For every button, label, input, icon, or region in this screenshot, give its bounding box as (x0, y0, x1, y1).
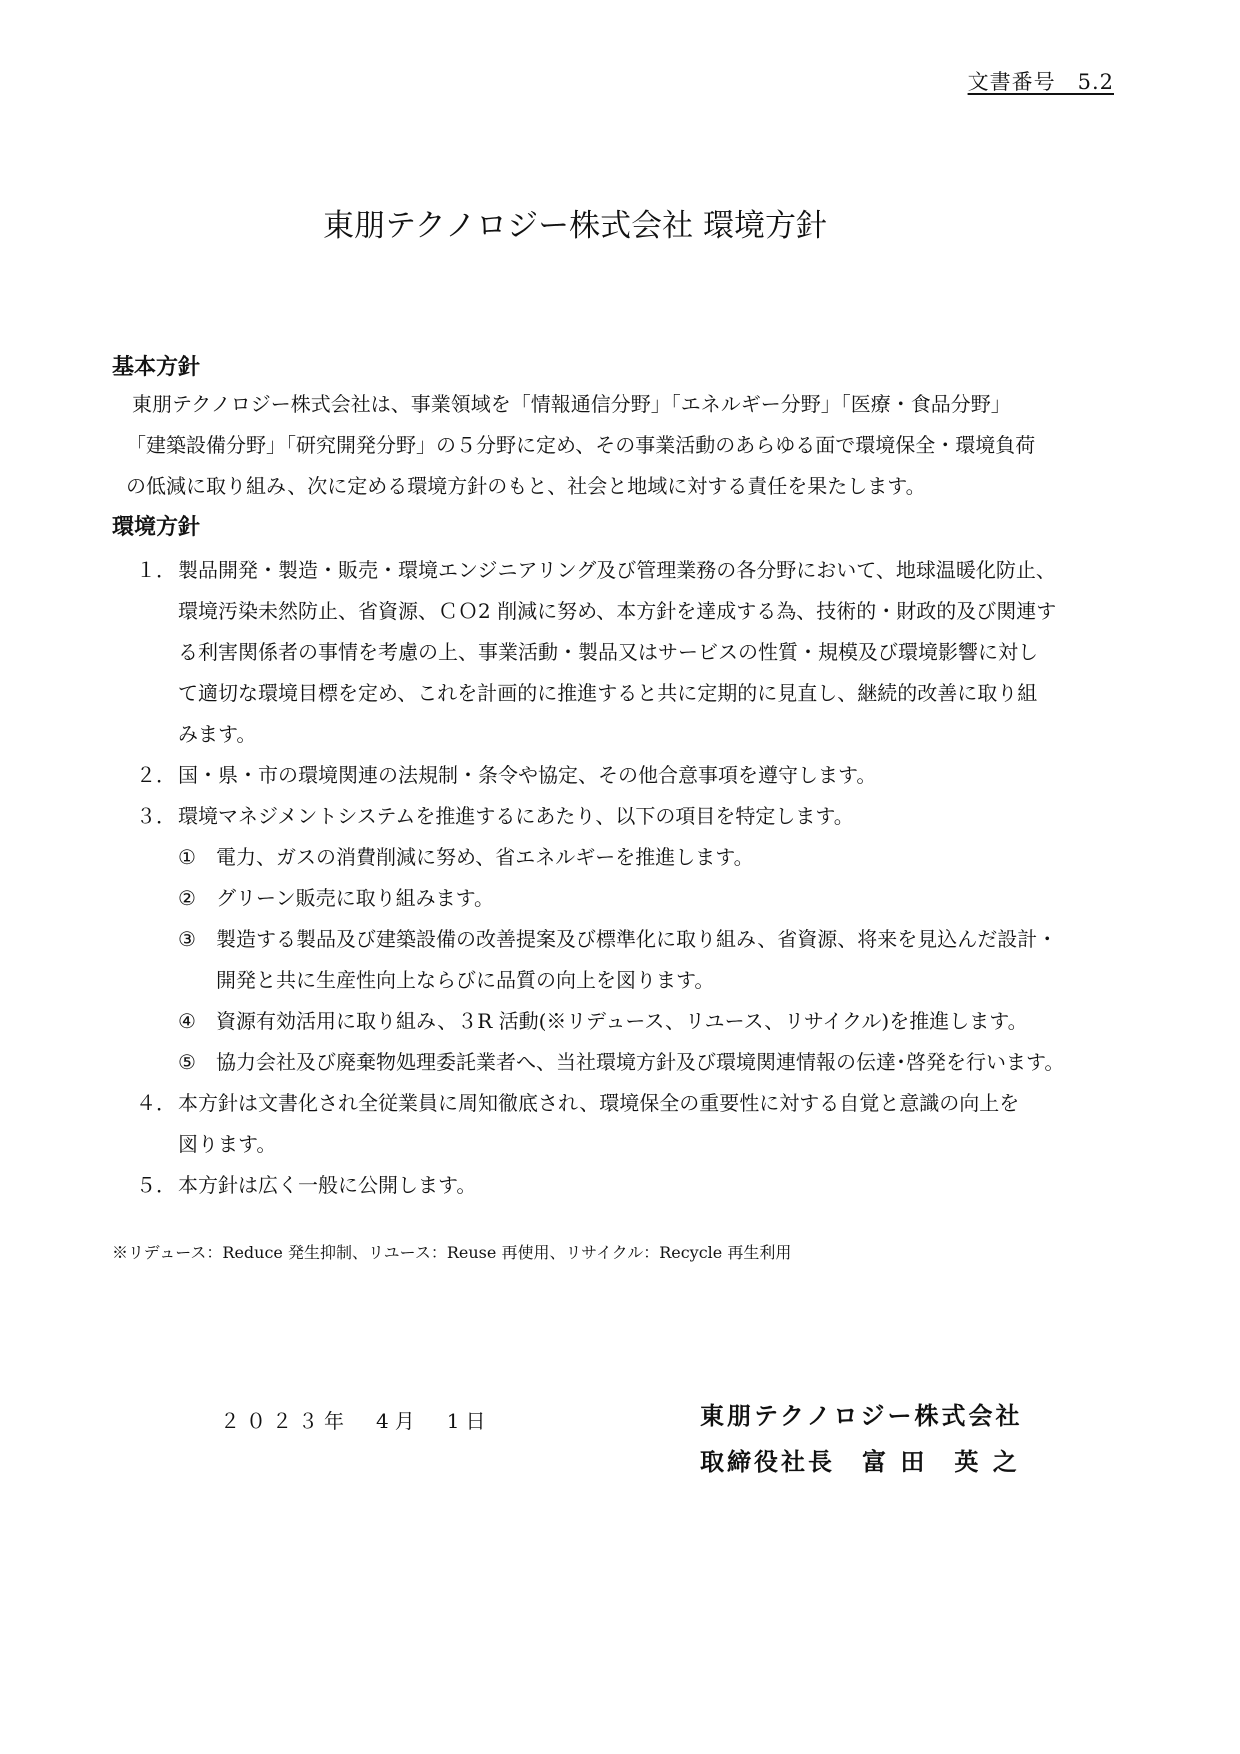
sub-item-2 (178, 878, 1136, 919)
policy-sub-list (178, 837, 1136, 1083)
issue-date: ２０２３年 4月 1日 (220, 1409, 492, 1433)
policy-line: て適切な環境目標を定め、これを計画的に推進すると共に定期的に見直し、継続的改善に取り組 (178, 681, 1038, 705)
policy-number: ４． (136, 1091, 176, 1115)
signature-company: 東朋テクノロジー株式会社 (700, 1402, 1023, 1430)
sub-item-number: ④ (178, 1009, 196, 1033)
sub-item-4 (178, 1001, 1136, 1042)
sub-item-line: 資源有効活用に取り組み、３R 活動(※リデュース、リユース、リサイクル)を推進します。 (216, 1009, 1028, 1033)
sub-item-1 (178, 837, 1136, 878)
policy-item-5 (136, 1165, 1136, 1206)
policy-item-1 (136, 550, 1136, 755)
sub-item-line: 電力、ガスの消費削減に努め、省エネルギーを推進します。 (216, 845, 754, 869)
policy-line: 製品開発・製造・販売・環境エンジニアリング及び管理業務の各分野において、地球温暖化防止、 (178, 558, 1056, 582)
policy-line: 国・県・市の環境関連の法規制・条令や協定、その他合意事項を遵守します。 (178, 763, 877, 787)
policy-number: ２． (136, 763, 176, 787)
footnote: ※リデュース：Reduce 発生抑制、リユース：Reuse 再使用、リサイクル：Recycle 再生利用 (112, 1243, 792, 1262)
signature-title-name: 取締役社長 富 田 英 之 (700, 1448, 1020, 1476)
sub-item-number: ⑤ (178, 1050, 196, 1074)
policy-item-2 (136, 755, 1136, 796)
basic-policy-line: 東朋テクノロジー株式会社は、事業領域を「情報通信分野」「エネルギー分野」「医療・食品分野」 (132, 392, 1011, 416)
sub-item-line: 協力会社及び廃棄物処理委託業者へ、当社環境方針及び環境関連情報の伝達･啓発を行います。 (216, 1050, 1065, 1074)
policy-line: みます。 (178, 722, 257, 746)
sub-item-line: 開発と共に生産性向上ならびに品質の向上を図ります。 (216, 968, 715, 992)
environmental-policy-list (136, 550, 1136, 1206)
policy-number: ３． (136, 804, 176, 828)
sub-item-number: ② (178, 886, 196, 910)
page-title: 東朋テクノロジー株式会社 環境方針 (323, 208, 827, 244)
policy-line: る利害関係者の事情を考慮の上、事業活動・製品又はサービスの性質・規模及び環境影響に対し (178, 640, 1038, 664)
sub-item-number: ① (178, 845, 196, 869)
policy-item-4 (136, 1083, 1136, 1165)
policy-line: 本方針は広く一般に公開します。 (178, 1173, 477, 1197)
basic-policy-body (126, 384, 1132, 507)
policy-line: 環境汚染未然防止、省資源、ＣＯ2 削減に努め、本方針を達成する為、技術的・財政的及び関連す (178, 599, 1057, 623)
document-number: 文書番号 5.2 (967, 70, 1114, 94)
basic-policy-line: の低減に取り組み、次に定める環境方針のもと、社会と地域に対する責任を果たします。 (126, 474, 926, 498)
sub-item-5 (178, 1042, 1136, 1083)
policy-item-3 (136, 796, 1136, 1083)
policy-number: １． (136, 558, 176, 582)
policy-line: 環境マネジメントシステムを推進するにあたり、以下の項目を特定します。 (178, 804, 854, 828)
sub-item-line: グリーン販売に取り組みます。 (216, 886, 494, 910)
sub-item-line: 製造する製品及び建築設備の改善提案及び標準化に取り組み、省資源、将来を見込んだ設計・ (216, 927, 1058, 951)
sub-item-number: ③ (178, 927, 196, 951)
environmental-policy-heading: 環境方針 (112, 515, 201, 540)
sub-item-3 (178, 919, 1136, 1001)
basic-policy-line: 「建築設備分野」「研究開発分野」の５分野に定め、その事業活動のあらゆる面で環境保全・環境負荷 (126, 433, 1036, 457)
signature-block (700, 1393, 1023, 1485)
basic-policy-heading: 基本方針 (112, 355, 201, 380)
policy-number: ５． (136, 1173, 176, 1197)
policy-line: 本方針は文書化され全従業員に周知徹底され、環境保全の重要性に対する自覚と意識の向上を (178, 1091, 1020, 1115)
policy-line: 図ります。 (178, 1132, 277, 1156)
